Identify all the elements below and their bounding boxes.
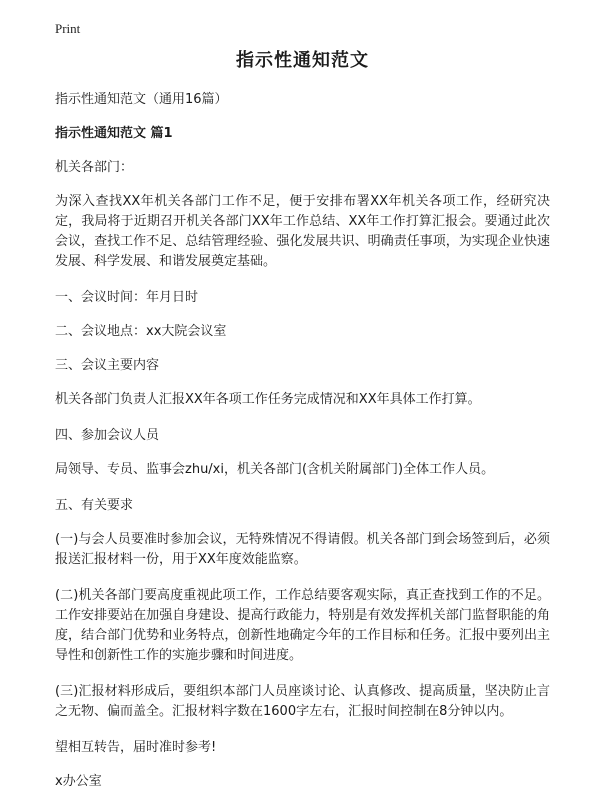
document-body <box>55 48 550 806</box>
meeting-location: 二、会议地点：xx大院会议室 <box>55 324 227 339</box>
requirement-one: (一)与会人员要准时参加会议，无特殊情况不得请假。机关各部门到会场签到后，必须报送汇报材料一份，用于XX年度效能监察。 <box>55 532 550 567</box>
requirement-two: (二)机关各部门要高度重视此项工作，工作总结要客观实际，真正查找到工作的不足。工作安排要站在加强自身建设、提高行政能力，特别是有效发挥机关部门监督职能的角度，结合部门优势和业务特点，创新性地确定今年的工作目标和任务。汇报中要列出主导性和创新性工作的实施步骤和时间进度。 <box>55 588 550 663</box>
attendees-heading: 四、参加会议人员 <box>55 428 160 443</box>
requirements-heading: 五、有关要求 <box>55 498 134 513</box>
section-heading: 指示性通知范文 篇1 <box>55 126 173 141</box>
salutation: 机关各部门： <box>55 160 134 175</box>
intro-paragraph: 为深入查找XX年机关各部门工作不足，便于安排布署XX年机关各项工作，经研究决定，我局将于近期召开机关各部门XX年工作总结、XX年工作打算汇报会。要通过此次会议，查找工作不足、总结管理经验、强化发展共识、明确责任事项，为实现企业快速发展、科学发展、和谐发展奠定基础。 <box>55 194 550 269</box>
document-title: 指示性通知范文 <box>236 50 369 71</box>
document-subtitle: 指示性通知范文（通用16篇） <box>55 92 228 107</box>
meeting-content-paragraph: 机关各部门负责人汇报XX年各项工作任务完成情况和XX年具体工作打算。 <box>55 392 481 407</box>
print-link[interactable]: Print <box>55 21 81 36</box>
attendees-paragraph: 局领导、专员、监事会zhu/xi，机关各部门(含机关附属部门)全体工作人员。 <box>55 462 495 477</box>
meeting-time: 一、会议时间：年月日时 <box>55 290 199 305</box>
closing-line: 望相互转告，届时准时参考! <box>55 740 217 755</box>
meeting-content-heading: 三、会议主要内容 <box>55 358 160 373</box>
requirement-three: (三)汇报材料形成后，要组织本部门人员座谈讨论、认真修改、提高质量，坚决防止言之无物、偏而盖全。汇报材料字数在1600字左右，汇报时间控制在8分钟以内。 <box>55 684 550 719</box>
signature-office: x办公室 <box>55 774 102 789</box>
